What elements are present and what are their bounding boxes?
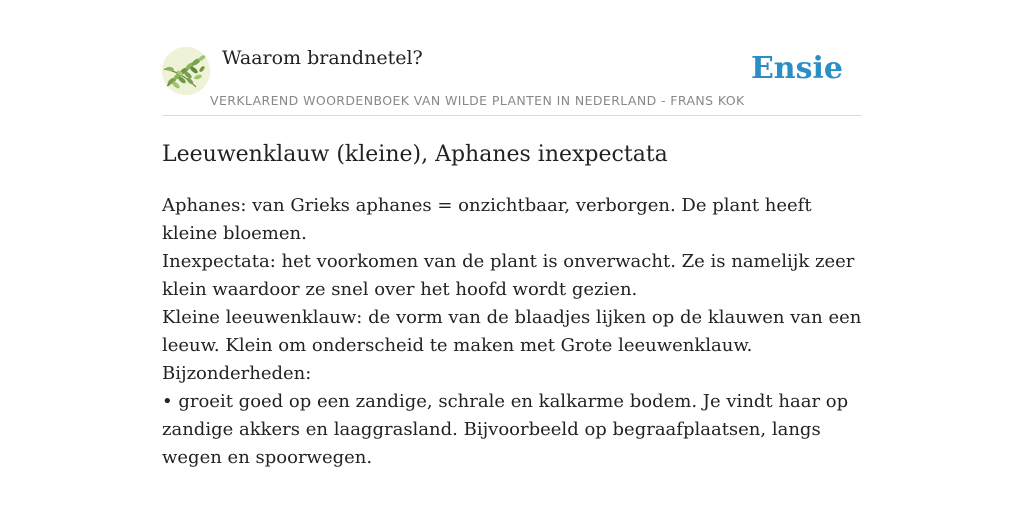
dictionary-subtitle[interactable]: VERKLAREND WOORDENBOEK VAN WILDE PLANTEN IN NEDERLAND - FRANS KOK bbox=[210, 93, 745, 108]
entry-line: Bijzonderheden: bbox=[162, 363, 312, 384]
avatar[interactable] bbox=[162, 47, 210, 95]
entry-line: Inexpectata: het voorkomen van de plant is onverwacht. Ze is namelijk zeer klein waardoor ze snel over het hoofd wordt gezien. bbox=[162, 251, 855, 300]
entry-body bbox=[162, 192, 862, 472]
entry-line: • groeit goed op een zandige, schrale en kalkarme bodem. Je vindt haar op zandige akkers en laaggrasland. Bijvoorbeeld op begraafplaatsen, langs wegen en spoorwegen. bbox=[162, 391, 849, 468]
entry-line: Aphanes: van Grieks aphanes = onzichtbaar, verborgen. De plant heeft kleine bloemen. bbox=[162, 195, 812, 244]
site-title[interactable]: Waarom brandnetel? bbox=[222, 47, 423, 69]
entry-title: Leeuwenklauw (kleine), Aphanes inexpectata bbox=[162, 142, 668, 167]
brand-logo[interactable]: Ensie bbox=[750, 51, 843, 86]
divider bbox=[162, 115, 862, 116]
plant-leaves-icon bbox=[162, 47, 210, 95]
entry-line: Kleine leeuwenklauw: de vorm van de blaadjes lijken op de klauwen van een leeuw. Klein om onderscheid te maken met Grote leeuwenklauw. bbox=[162, 307, 862, 356]
